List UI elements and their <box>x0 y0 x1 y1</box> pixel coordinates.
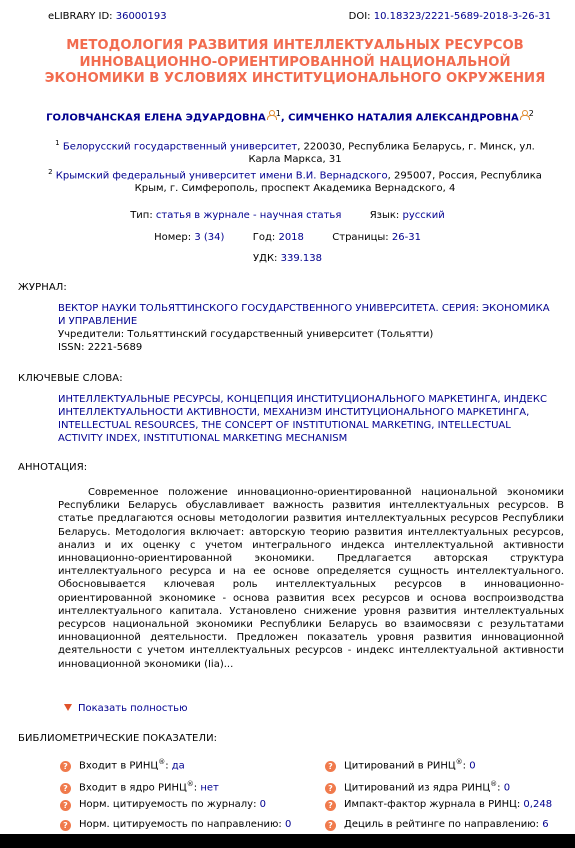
metric-value: нет <box>200 782 219 794</box>
meta-type-lang <box>0 210 575 221</box>
help-icon[interactable]: ? <box>60 783 71 794</box>
show-more-label: Показать полностью <box>78 703 188 714</box>
affiliation-2 <box>40 166 550 195</box>
metric-cited-rinc: ? Цитирований в РИНЦ®: 0 <box>325 758 476 772</box>
metric-label: Норм. цитируемость по журналу: <box>79 799 257 810</box>
metric-label: Импакт-фактор журнала в РИНЦ: <box>344 799 521 810</box>
affiliation-org-link[interactable]: Белорусский государственный университет <box>62 141 298 153</box>
metric-norm-journal <box>60 799 266 811</box>
triangle-down-icon <box>64 704 72 711</box>
author-link-2[interactable]: СИМЧЕНКО НАТАЛИЯ АЛЕКСАНДРОВНА <box>288 112 519 124</box>
metric-decile <box>325 819 549 831</box>
metric-in-rinc: ? Входит в РИНЦ®: да <box>60 758 185 772</box>
author-sup-2: 2 <box>528 109 534 118</box>
metric-value: 0 <box>284 819 292 830</box>
metric-value: 0,248 <box>523 799 553 810</box>
metric-value: 6 <box>542 819 549 830</box>
abstract-text: Современное положение инновационно-ориентированной национальной экономики Республики Беларусь обуславливает важность развития интеллектуальных ресурсов. В статье предлагаются основы методологии развития интеллектуальных ресурсов Республики Беларусь. Методология включает: авторскую теорию развития интеллектуальных ресурсов, анализ и их оценку с учетом интегрального индекса интеллектуальной активности инновационно-ориентированной экономики. Предлагается авторская структура интеллектуального ресурса и на ее основе определяется сущность интеллектуального. Обосновывается ключевая роль интеллектуальных ресурсов в инновационно-ориентированной экономике - основа развития всех ресурсов и основа воспроизводства интеллектуального капитала. Установлено снижение уровня развития интеллектуальных ресурсов национальной экономики Республики Беларусь во взаимосвязи с результатами инновационной деятельности. Предложен показатель уровня развития инновационной деятельности с учетом интеллектуальных ресурсов - индекс интеллектуальной активности инновационной экономики (Iia)... <box>58 487 564 670</box>
keywords-list[interactable]: ИНТЕЛЛЕКТУАЛЬНЫЕ РЕСУРСЫ, КОНЦЕПЦИЯ ИНСТИТУЦИОНАЛЬНОГО МАРКЕТИНГА, ИНДЕКС ИНТЕЛЛЕКТУАЛЬНОСТИ АКТИВНОСТИ, МЕХАНИЗМ ИНСТИТУЦИОНАЛЬНОГО МАРКЕТИНГА, INTELLECTUAL RESOURCES, THE CONCEPT OF INSTITUTIONAL MARKETING, INTELLECTUAL ACTIVITY INDEX, INSTITUTIONAL MARKETING MECHANISM <box>58 394 547 444</box>
registered-mark: ® <box>490 780 498 788</box>
founders-value: Тольяттинский государственный университет (Тольятти) <box>127 329 434 340</box>
metric-label: Входит в РИНЦ <box>79 760 159 772</box>
bottom-bar <box>0 834 575 848</box>
abstract-section-label: АННОТАЦИЯ: <box>18 462 88 473</box>
journal-name-link[interactable]: ВЕКТОР НАУКИ ТОЛЬЯТТИНСКОГО ГОСУДАРСТВЕННОГО УНИВЕРСИТЕТА. СЕРИЯ: ЭКОНОМИКА И УПРАВЛЕНИЕ <box>58 303 550 327</box>
metric-norm-direction <box>60 819 291 831</box>
lang-label: Язык: <box>369 210 400 221</box>
registered-mark: ® <box>158 758 166 766</box>
metric-in-core: ? Входит в ядро РИНЦ®: нет <box>60 780 219 794</box>
authors: ГОЛОВЧАНСКАЯ ЕЛЕНА ЭДУАРДОВНА $^1$, СИМЧЕНКО НАТАЛИЯ АЛЕКСАНДРОВНА $^2$ <box>46 109 534 124</box>
biblio-section-label: БИБЛИОМЕТРИЧЕСКИЕ ПОКАЗАТЕЛИ: <box>18 733 218 744</box>
author-link-1[interactable]: ГОЛОВЧАНСКАЯ ЕЛЕНА ЭДУАРДОВНА <box>46 112 266 124</box>
metric-label: Цитирований из ядра РИНЦ <box>344 782 491 794</box>
journal-founders <box>58 328 558 341</box>
journal-section-label: ЖУРНАЛ: <box>18 282 67 293</box>
journal-issn <box>58 341 558 354</box>
pages-label: Страницы: <box>332 232 389 243</box>
pages-value: 26-31 <box>391 232 421 243</box>
metric-value: да <box>171 760 185 772</box>
affiliation-sup: 1 <box>55 139 60 147</box>
udk-value: 339.138 <box>280 253 322 264</box>
issn-value: 2221-5689 <box>87 342 143 353</box>
metric-label: Входит в ядро РИНЦ <box>79 782 187 794</box>
founders-label: Учредители: <box>58 329 125 340</box>
meta-udk <box>0 253 575 264</box>
elibrary-id <box>48 11 167 22</box>
keywords-section-label: КЛЮЧЕВЫЕ СЛОВА: <box>18 373 123 384</box>
journal-info <box>58 302 558 354</box>
help-icon[interactable]: ? <box>325 800 336 811</box>
doi-link[interactable]: 10.18323/2221-5689-2018-3-26-31 <box>373 11 551 22</box>
header-bar <box>0 11 575 25</box>
affiliation-address: , 295007, Россия, Республика Крым, г. Симферополь, проспект Академика Вернадского, 4 <box>134 170 542 195</box>
year-value: 2018 <box>278 232 304 243</box>
type-label: Тип: <box>130 210 153 221</box>
doi <box>349 11 551 22</box>
number-label: Номер: <box>154 232 192 243</box>
metric-cited-core: ? Цитирований из ядра РИНЦ®: 0 <box>325 780 510 794</box>
lang-value: русский <box>402 210 445 221</box>
metric-label: Норм. цитируемость по направлению: <box>79 819 282 830</box>
year-label: Год: <box>252 232 276 243</box>
registered-mark: ® <box>186 780 194 788</box>
doi-label: DOI: <box>348 11 371 22</box>
number-link[interactable]: 3 (34) <box>194 232 225 243</box>
registered-mark: ® <box>455 758 463 766</box>
help-icon[interactable]: ? <box>325 820 336 831</box>
article-title: МЕТОДОЛОГИЯ РАЗВИТИЯ ИНТЕЛЛЕКТУАЛЬНЫХ РЕСУРСОВ ИННОВАЦИОННО-ОРИЕНТИРОВАННОЙ НАЦИОНАЛЬНОЙ ЭКОНОМИКИ В УСЛОВИЯХ ИНСТИТУЦИОНАЛЬНОГО ОКРУЖЕНИЯ <box>44 38 546 86</box>
elibrary-id-label: eLIBRARY ID: <box>48 11 113 22</box>
metric-value: 0 <box>503 782 511 794</box>
udk-label: УДК: <box>253 253 278 264</box>
help-icon[interactable]: ? <box>60 761 71 772</box>
meta-issue <box>0 232 575 243</box>
affiliation-sup: 2 <box>48 168 53 176</box>
affiliation-1 <box>40 137 550 166</box>
help-icon[interactable]: ? <box>60 800 71 811</box>
metric-label: Дециль в рейтинге по направлению: <box>344 819 540 830</box>
person-icon[interactable] <box>520 110 529 119</box>
issn-label: ISSN: <box>58 342 85 353</box>
help-icon[interactable]: ? <box>325 783 336 794</box>
help-icon[interactable]: ? <box>60 820 71 831</box>
affiliation-org-link[interactable]: Крымский федеральный университет имени В.И. Вернадского <box>55 170 388 182</box>
metric-value: 0 <box>259 799 267 810</box>
person-icon[interactable] <box>267 110 276 119</box>
metric-impact <box>325 799 552 811</box>
help-icon[interactable]: ? <box>325 761 336 772</box>
show-more-link[interactable] <box>64 703 188 714</box>
type-value: статья в журнале - научная статья <box>155 210 342 221</box>
elibrary-id-value[interactable]: 36000193 <box>115 11 167 22</box>
metric-label: Цитирований в РИНЦ <box>344 760 456 772</box>
affiliation-address: , 220030, Республика Беларусь, г. Минск, ул. Карла Маркса, 31 <box>248 141 535 166</box>
author-sup-1: 1 <box>275 109 281 118</box>
metric-value: 0 <box>469 760 476 772</box>
